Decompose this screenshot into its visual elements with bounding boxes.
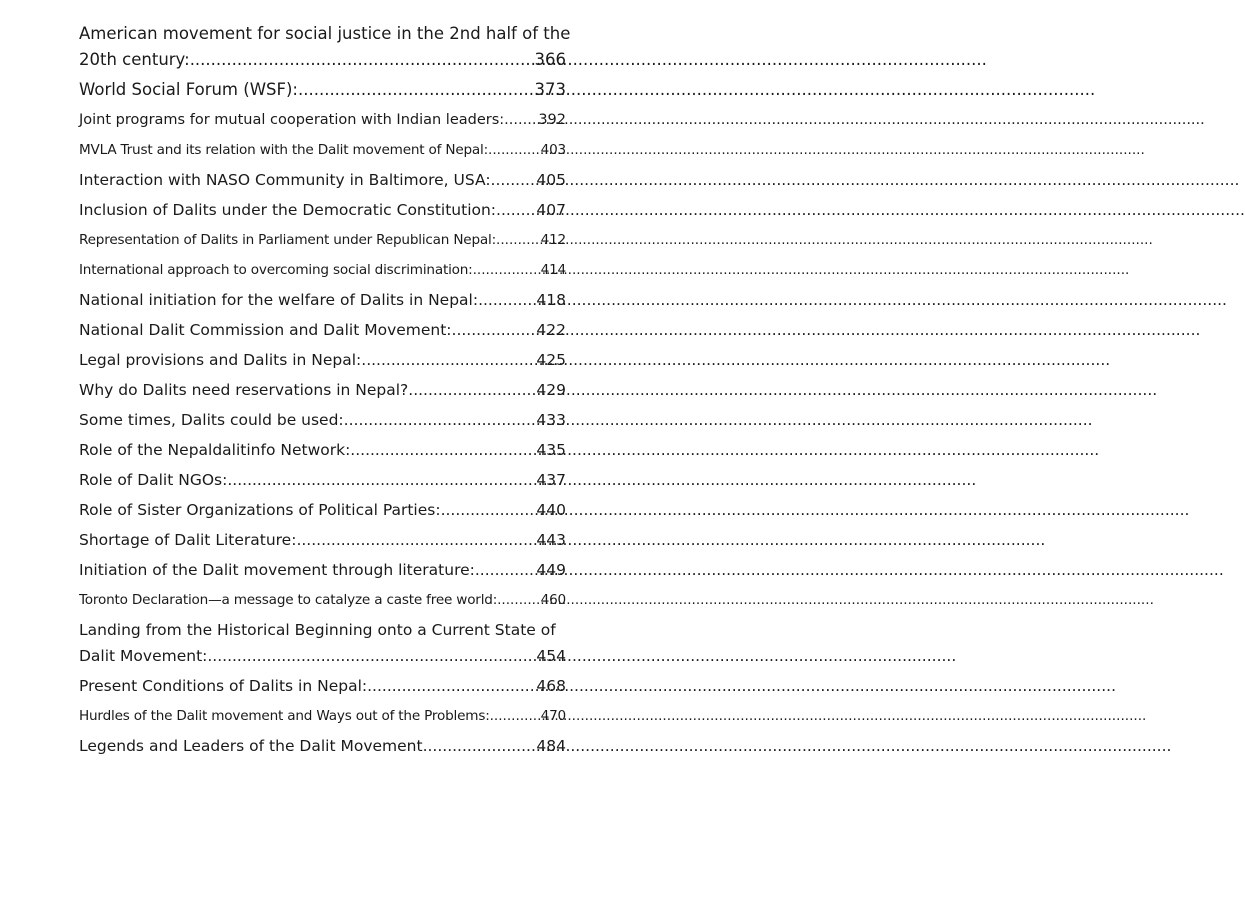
toc-entry[interactable] <box>79 258 566 282</box>
toc-entry[interactable] <box>79 108 566 132</box>
toc-entry-title: 20th century: <box>79 50 190 69</box>
leader-dots <box>475 558 537 582</box>
leader-dots <box>491 168 537 192</box>
toc-entry-title-line1: Landing from the Historical Beginning onto a Current State of <box>79 621 556 639</box>
leader-dots <box>423 734 537 758</box>
toc-entry-page: 422 <box>536 321 566 339</box>
toc-entry-page: 449 <box>536 561 566 579</box>
toc-entry-page: 418 <box>536 291 566 309</box>
leader-dots <box>296 528 536 552</box>
toc-entry-page: 414 <box>540 262 566 278</box>
leader-dots <box>452 318 537 342</box>
toc-entry[interactable] <box>79 228 566 252</box>
toc-entry[interactable] <box>79 198 566 222</box>
toc-entry-title: National initiation for the welfare of Dalits in Nepal: <box>79 291 479 309</box>
leader-dots <box>367 674 536 698</box>
toc-entry-page: 392 <box>538 112 566 128</box>
toc-entry-page: 407 <box>536 201 566 219</box>
toc-entry-title: International approach to overcoming social discrimination: <box>79 262 473 278</box>
toc-entry-page: 454 <box>536 647 566 665</box>
toc-entry-page: 443 <box>536 531 566 549</box>
toc-entry-title: Present Conditions of Dalits in Nepal: <box>79 677 368 695</box>
toc-entry-page: 470 <box>540 708 566 724</box>
toc-entry-page: 460 <box>540 592 566 608</box>
toc-entry[interactable] <box>79 618 566 668</box>
leader-dots <box>441 498 537 522</box>
toc-entry-title: Toronto Declaration—a message to catalyze a caste free world: <box>79 592 498 608</box>
toc-entry[interactable] <box>79 288 566 312</box>
toc-entry[interactable] <box>79 498 566 522</box>
toc-entry-title: Interaction with NASO Community in Baltimore, USA: <box>79 171 491 189</box>
toc-entry-title: Initiation of the Dalit movement through literature: <box>79 561 475 579</box>
leader-dots <box>298 78 535 102</box>
leader-dots <box>361 348 536 372</box>
toc-entry[interactable] <box>79 408 566 432</box>
leader-dots <box>227 468 536 492</box>
toc-entry-page: 425 <box>536 351 566 369</box>
toc-entry-title: World Social Forum (WSF): <box>79 80 298 99</box>
toc-entry-title: Joint programs for mutual cooperation with Indian leaders: <box>79 112 505 128</box>
toc-entry-title: Shortage of Dalit Literature: <box>79 531 297 549</box>
toc-entry-title: Representation of Dalits in Parliament under Republican Nepal: <box>79 232 496 248</box>
toc-entry[interactable] <box>79 734 566 758</box>
leader-dots <box>408 378 536 402</box>
toc-entry-page: 435 <box>536 441 566 459</box>
toc-entry-title: MVLA Trust and its relation with the Dalit movement of Nepal: <box>79 142 489 158</box>
toc-entry-title: Inclusion of Dalits under the Democratic Constitution: <box>79 201 497 219</box>
toc-entry-page: 429 <box>536 381 566 399</box>
toc-entry-page: 433 <box>536 411 566 429</box>
toc-entry-title-line1: American movement for social justice in the 2nd half of the <box>79 24 571 43</box>
toc-entry[interactable] <box>79 558 566 582</box>
toc-entry-title: Why do Dalits need reservations in Nepal? <box>79 381 409 399</box>
leader-dots <box>496 198 536 222</box>
toc-entry[interactable] <box>79 378 566 402</box>
leader-dots <box>496 228 541 252</box>
toc-entry-page: 405 <box>536 171 566 189</box>
toc-entry-title: Role of Dalit NGOs: <box>79 471 228 489</box>
toc-entry[interactable] <box>79 468 566 492</box>
leader-dots <box>207 644 536 668</box>
toc-entry[interactable] <box>79 528 566 552</box>
toc-entry-page: 440 <box>536 501 566 519</box>
leader-dots <box>473 258 541 282</box>
leader-dots <box>190 48 535 72</box>
table-of-contents <box>79 22 571 758</box>
leader-dots <box>504 108 538 132</box>
toc-entry[interactable] <box>79 318 566 342</box>
toc-entry[interactable] <box>79 22 571 72</box>
toc-entry[interactable] <box>79 674 566 698</box>
leader-dots <box>350 438 536 462</box>
toc-entry-title: Legal provisions and Dalits in Nepal: <box>79 351 362 369</box>
toc-entry[interactable] <box>79 704 566 728</box>
toc-entry-title: Legends and Leaders of the Dalit Movement <box>79 737 423 755</box>
toc-entry-title: Dalit Movement: <box>79 647 208 665</box>
leader-dots <box>488 138 541 162</box>
leader-dots <box>490 704 541 728</box>
toc-entry-page: 484 <box>536 737 566 755</box>
toc-entry[interactable] <box>79 78 566 102</box>
toc-entry[interactable] <box>79 168 566 192</box>
leader-dots <box>344 408 537 432</box>
leader-dots <box>478 288 536 312</box>
toc-entry-page: 437 <box>536 471 566 489</box>
toc-entry[interactable] <box>79 438 566 462</box>
toc-entry[interactable] <box>79 138 566 162</box>
toc-entry-title: Hurdles of the Dalit movement and Ways out of the Problems: <box>79 708 490 724</box>
toc-entry-title: Role of Sister Organizations of Political Parties: <box>79 501 441 519</box>
toc-entry-title: Some times, Dalits could be used: <box>79 411 344 429</box>
toc-entry-page: 468 <box>536 677 566 695</box>
toc-entry-page: 403 <box>540 142 566 158</box>
toc-entry-title: Role of the Nepaldalitinfo Network: <box>79 441 351 459</box>
leader-dots <box>497 588 541 612</box>
toc-entry[interactable] <box>79 348 566 372</box>
toc-entry-page: 412 <box>540 232 566 248</box>
toc-entry-page: 366 <box>534 50 566 69</box>
toc-entry[interactable] <box>79 588 566 612</box>
toc-entry-page: 373 <box>534 80 566 99</box>
toc-entry-title: National Dalit Commission and Dalit Movement: <box>79 321 452 339</box>
